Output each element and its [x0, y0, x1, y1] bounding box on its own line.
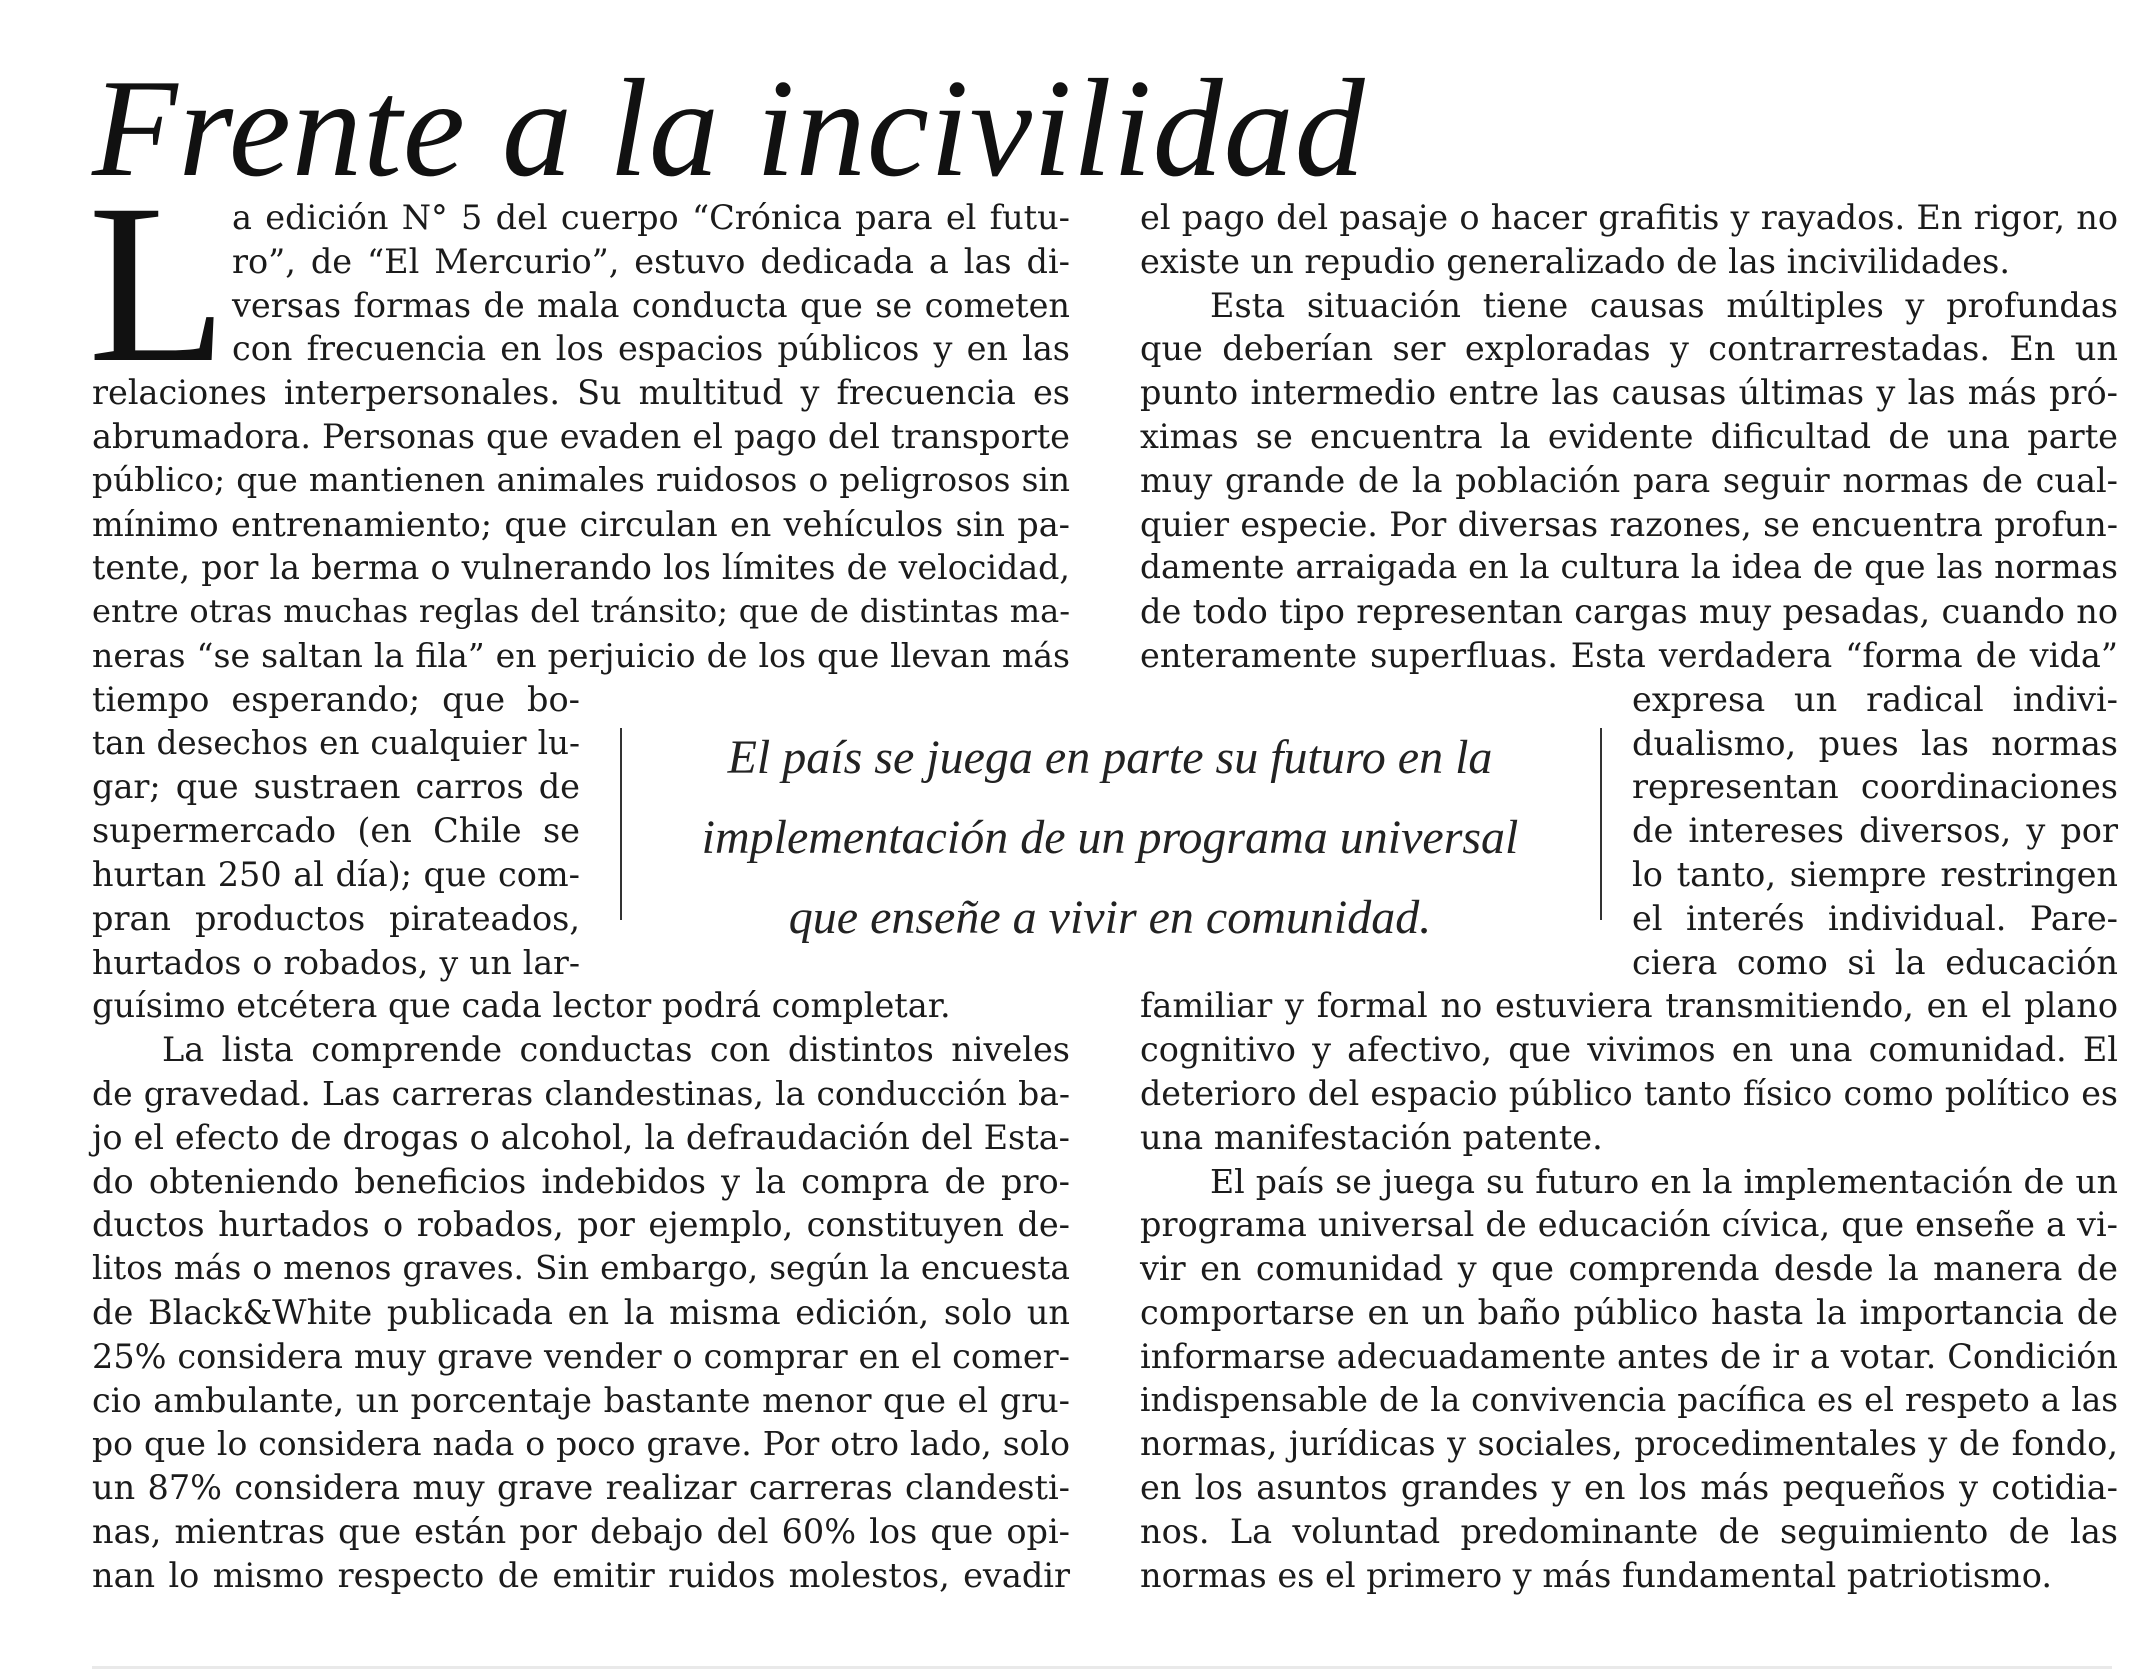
text-line: normas es el primero y más fundamental patriotismo.: [1140, 1555, 2053, 1595]
text-line: programa universal de educación cívica, que enseñe a vi-: [1140, 1205, 2118, 1245]
text-line: pran productos pirateados,: [92, 898, 580, 938]
text-line: que deberían ser exploradas y contrarrestadas. En un: [1140, 329, 2118, 369]
text-line: de Black&White publicada en la misma edición, solo un: [92, 1292, 1070, 1332]
text-line: damente arraigada en la cultura la idea de que las normas: [1140, 548, 2118, 587]
text-line: guísimo etcétera que cada lector podrá completar.: [92, 986, 951, 1026]
text-line: cognitivo y afectivo, que vivimos en una comunidad. El: [1140, 1030, 2118, 1070]
text-line: tiempo esperando; que bo-: [92, 679, 580, 719]
drop-cap: L: [88, 158, 228, 410]
text-line: 25% considera muy grave vender o comprar en el comer-: [92, 1336, 1070, 1376]
text-line: nan lo mismo respecto de emitir ruidos molestos, evadir: [92, 1555, 1070, 1595]
text-line: de intereses diversos, y por: [1632, 811, 2118, 851]
text-line: el interés individual. Pare-: [1632, 898, 2118, 938]
pull-quote-left-rule: [620, 728, 622, 920]
text-line: versas formas de mala conducta que se cometen: [232, 285, 1070, 325]
text-line: una manifestación patente.: [1140, 1117, 1603, 1157]
text-line: gar; que sustraen carros de: [92, 767, 580, 807]
text-line: punto intermedio entre las causas últimas y las más pró-: [1140, 373, 2118, 413]
text-line: lo tanto, siempre restringen: [1632, 854, 2118, 894]
text-line: relaciones interpersonales. Su multitud y frecuencia es: [92, 373, 1070, 413]
text-line: neras “se saltan la fila” en perjuicio de los que llevan más: [92, 635, 1070, 675]
text-line: enteramente superfluas. Esta verdadera “forma de vida”: [1140, 635, 2118, 675]
text-line: indispensable de la convivencia pacífica es el respeto a las: [1140, 1380, 2118, 1419]
text-line: público; que mantienen animales ruidosos o peligrosos sin: [92, 460, 1070, 499]
text-line: a edición N° 5 del cuerpo “Crónica para el futu-: [232, 198, 1070, 237]
text-line: vir en comunidad y que comprenda desde la manera de: [1140, 1249, 2118, 1289]
text-line: entre otras muchas reglas del tránsito; que de distintas ma-: [92, 592, 1070, 631]
text-line: El país se juega su futuro en la implementación de un: [1210, 1161, 2118, 1201]
text-line: Esta situación tiene causas múltiples y profundas: [1210, 285, 2118, 325]
right-narrow-block: [1632, 678, 2118, 985]
text-line: cio ambulante, un porcentaje bastante menor que el gru-: [92, 1380, 1070, 1420]
text-line: de gravedad. Las carreras clandestinas, la conducción ba-: [92, 1073, 1070, 1113]
text-line: ciera como si la educación: [1632, 942, 2118, 982]
text-line: expresa un radical indivi-: [1632, 679, 2118, 719]
text-line: abrumadora. Personas que evaden el pago del transporte: [92, 416, 1070, 456]
text-line: en los asuntos grandes y en los más pequeños y cotidia-: [1140, 1468, 2118, 1508]
text-line: familiar y formal no estuviera transmitiendo, en el plano: [1140, 986, 2118, 1026]
text-line: nas, mientras que están por debajo del 60% los que opi-: [92, 1511, 1070, 1551]
text-line: con frecuencia en los espacios públicos y en las: [232, 329, 1070, 369]
text-line: tan desechos en cualquier lu-: [92, 723, 580, 762]
text-line: informarse adecuadamente antes de ir a votar. Condición: [1140, 1336, 2118, 1376]
text-line: jo el efecto de drogas o alcohol, la defraudación del Esta-: [92, 1117, 1070, 1157]
text-line: do obteniendo beneficios indebidos y la compra de pro-: [92, 1161, 1070, 1201]
text-line: supermercado (en Chile se: [92, 811, 580, 851]
pull-quote-right-rule: [1600, 728, 1602, 920]
text-line: litos más o menos graves. Sin embargo, según la encuesta: [92, 1249, 1070, 1288]
text-line: deterioro del espacio público tanto físico como político es: [1140, 1073, 2118, 1113]
bottom-divider: [92, 1666, 2112, 1669]
text-line: de todo tipo representan cargas muy pesadas, cuando no: [1140, 592, 2118, 632]
text-line: quier especie. Por diversas razones, se encuentra profun-: [1140, 504, 2118, 544]
text-line: tente, por la berma o vulnerando los límites de velocidad,: [92, 548, 1070, 588]
text-line: comportarse en un baño público hasta la importancia de: [1140, 1292, 2118, 1332]
text-line: ro”, de “El Mercurio”, estuvo dedicada a las di-: [232, 241, 1070, 281]
text-line: nos. La voluntad predominante de seguimiento de las: [1140, 1511, 2118, 1551]
pull-quote: [650, 718, 1570, 958]
text-line: hurtados o robados, y un lar-: [92, 942, 580, 982]
text-line: ximas se encuentra la evidente dificultad de una parte: [1140, 416, 2118, 456]
text-line: ductos hurtados o robados, por ejemplo, constituyen de-: [92, 1205, 1070, 1245]
text-line: muy grande de la población para seguir normas de cual-: [1140, 460, 2118, 500]
text-line: hurtan 250 al día); que com-: [92, 854, 580, 894]
text-line: po que lo considera nada o poco grave. Por otro lado, solo: [92, 1424, 1070, 1464]
text-line: el pago del pasaje o hacer grafitis y rayados. En rigor, no: [1140, 198, 2118, 237]
text-line: dualismo, pues las normas: [1632, 723, 2118, 763]
text-line: normas, jurídicas y sociales, procedimentales y de fondo,: [1140, 1424, 2118, 1464]
pull-quote-line: implementación de un programa universal: [701, 811, 1519, 864]
text-line: mínimo entrenamiento; que circulan en vehículos sin pa-: [92, 504, 1070, 544]
text-line: un 87% considera muy grave realizar carreras clandesti-: [92, 1468, 1070, 1508]
pull-quote-line: El país se juega en parte su futuro en la: [727, 731, 1493, 784]
text-line: representan coordinaciones: [1632, 767, 2118, 807]
pull-quote-line: que enseñe a vivir en comunidad.: [788, 891, 1432, 944]
text-line: La lista comprende conductas con distintos niveles: [162, 1030, 1070, 1070]
left-narrow-block: [92, 678, 580, 985]
text-line: existe un repudio generalizado de las incivilidades.: [1140, 241, 2010, 281]
headline: Frente a la incivilidad: [92, 51, 1366, 206]
